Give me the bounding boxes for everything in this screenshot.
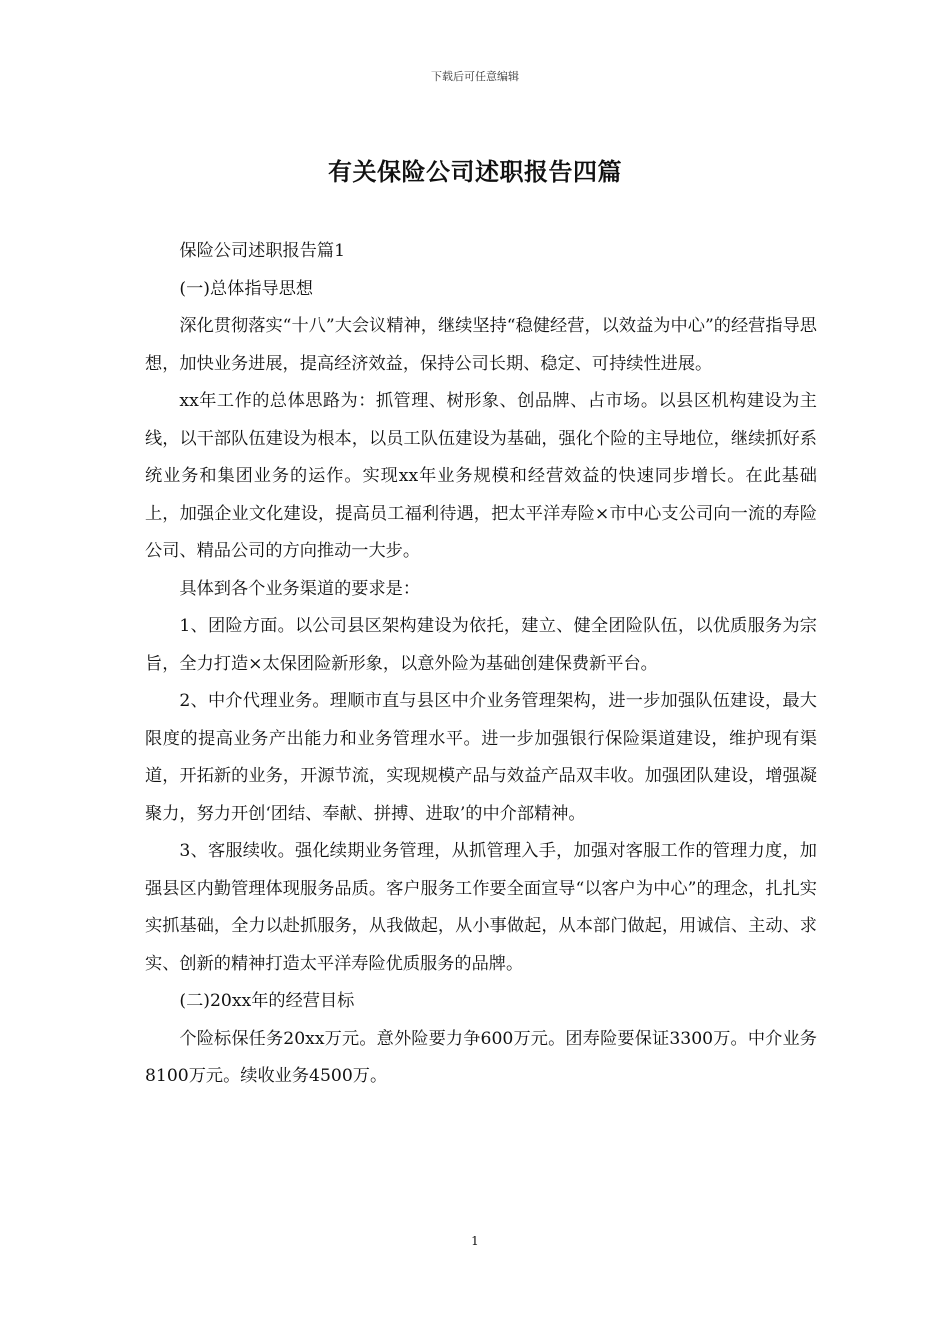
paragraph: 2、中介代理业务。理顺市直与县区中介业务管理架构，进一步加强队伍建设，最大限度的提高业务产出能力和业务管理水平。进一步加强银行保险渠道建设，维护现有渠道，开拓新的业务，开源节流，实现规模产品与效益产品双丰收。加强团队建设，增强凝聚力，努力开创‘团结、奉献、拼搏、进取’的中介部精神。 [145,691,817,824]
paragraph: xx年工作的总体思路为：抓管理、树形象、创品牌、占市场。以县区机构建设为主线，以干部队伍建设为根本，以员工队伍建设为基础，强化个险的主导地位，继续抓好系统业务和集团业务的运作。实现xx年业务规模和经营效益的快速同步增长。在此基础上，加强企业文化建设，提高员工福利待遇，把太平洋寿险×市中心支公司向一流的寿险公司、精品公司的方向推动一大步。 [145,391,817,561]
paragraph: 具体到各个业务渠道的要求是： [179,578,421,599]
paragraph: 3、客服续收。强化续期业务管理，从抓管理入手，加强对客服工作的管理力度，加强县区内勤管理体现服务品质。客户服务工作要全面宣导“以客户为中心”的理念，扎扎实实抓基础，全力以赴抓服务，从我做起，从小事做起，从本部门做起，用诚信、主动、求实、创新的精神打造太平洋寿险优质服务的品牌。 [145,841,817,974]
document-body [145,233,817,1096]
paragraph: 个险标保任务20xx万元。意外险要力争600万元。团寿险要保证3300万。中介业务8100万元。续收业务4500万。 [145,1028,817,1086]
header-note: 下载后可任意编辑 [431,70,519,83]
page-number: 1 [471,1234,479,1248]
subsection-heading: (二)20xx年的经营目标 [179,991,355,1011]
subsection-heading: (一)总体指导思想 [179,278,314,299]
paragraph: 1、团险方面。以公司县区架构建设为依托，建立、健全团险队伍，以优质服务为宗旨，全力打造×太保团险新形象，以意外险为基础创建保费新平台。 [145,616,817,674]
document-title: 有关保险公司述职报告四篇 [328,158,622,186]
section-heading: 保险公司述职报告篇1 [179,241,346,261]
paragraph: 深化贯彻落实“十八”大会议精神，继续坚持“稳健经营，以效益为中心”的经营指导思想，加快业务进展，提高经济效益，保持公司长期、稳定、可持续性进展。 [145,316,817,374]
